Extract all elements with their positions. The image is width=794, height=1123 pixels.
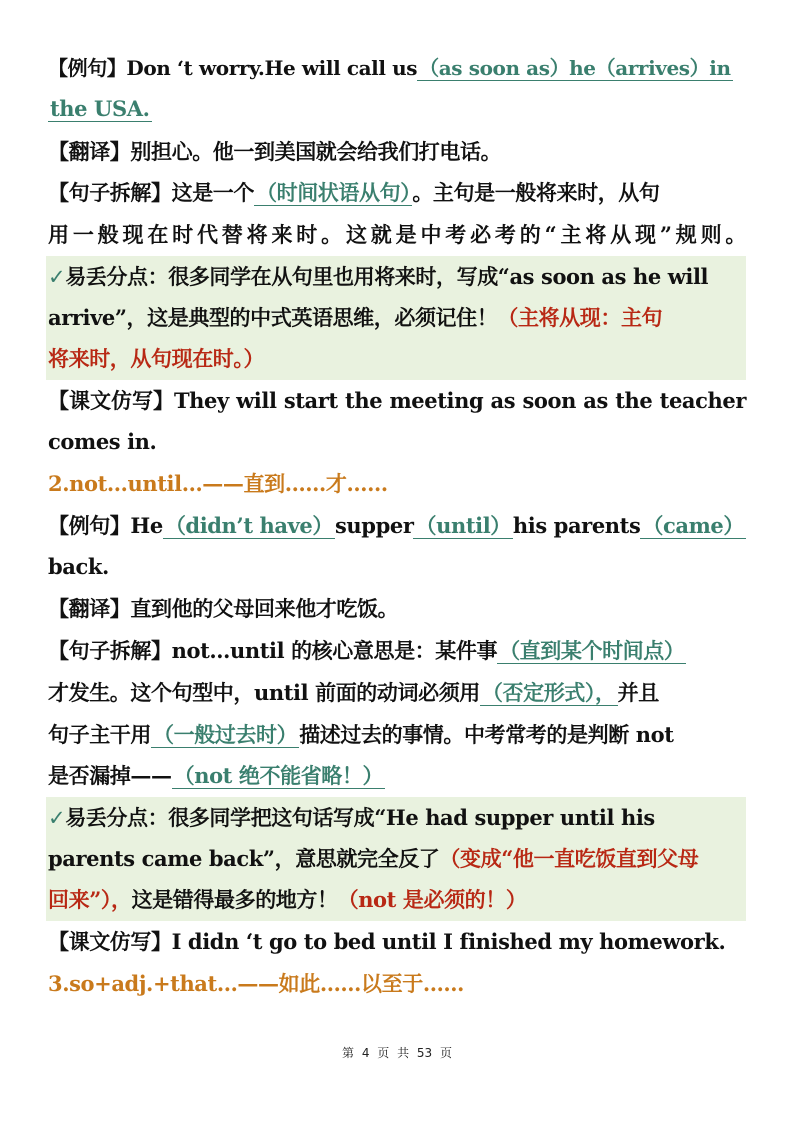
breakdown-line-1: 【句子拆解】这是一个（时间状语从句）。主句是一般将来时，从句 <box>48 180 660 205</box>
page-footer: 第 4 页 共 53 页 <box>342 1046 452 1060</box>
imitation-line-1: 【课文仿写】They will start the meeting as soon as the teacher <box>48 388 746 413</box>
answer-blank: （一般过去时） <box>153 722 298 747</box>
tip-line-2: parents came back”，意思就完全反了（变成“他一直吃饭直到父母 <box>48 846 699 871</box>
tip-line-1: ✓易丢分点：很多同学在从句里也用将来时，写成“as soon as he will <box>48 264 709 289</box>
section-heading-2: 2.not…until…——直到……才…… <box>48 471 388 496</box>
answer-blank: （until） <box>415 513 511 538</box>
answer-blank: （直到某个时间点） <box>499 638 685 663</box>
breakdown-line-2: 用一般现在时代替将来时。这就是中考必考的“主将从现”规则。 <box>48 222 746 247</box>
answer-blank: （时间状语从句） <box>256 180 411 205</box>
answer-blank: （didn’t have） <box>164 513 333 538</box>
answer-blank: （否定形式）， <box>481 680 616 705</box>
translation-line: 【翻译】别担心。他一到美国就会给我们打电话。 <box>48 139 502 164</box>
check-mark-icon: ✓ <box>48 265 66 289</box>
answer-blank: （as soon as）he（arrives）in <box>419 56 731 80</box>
check-mark-icon: ✓ <box>48 806 66 830</box>
example-sentence-line-2 <box>48 94 746 124</box>
section-heading-3: 3.so+adj.+that…——如此……以至于…… <box>48 971 465 996</box>
example-sentence-line-1: 【例句】Don ‘t worry.He will call us （as soon as）he（arrives）in <box>48 56 731 80</box>
tip-line-1: ✓易丢分点：很多同学把这句话写成“He had supper until his <box>48 805 655 830</box>
imitation-line-2: comes in. <box>48 429 157 454</box>
answer-blank: the USA. <box>50 96 150 121</box>
tip-line-3: 将来时，从句现在时。） <box>48 346 265 371</box>
example-sentence-line-2: back. <box>48 554 109 579</box>
imitation-line: 【课文仿写】I didn ‘t go to bed until I finished my homework. <box>48 929 726 954</box>
breakdown-line-1: 【句子拆解】not…until 的核心意思是：某件事（直到某个时间点） <box>48 638 685 663</box>
tip-line-3: 回来”），这是错得最多的地方！（not 是必须的！） <box>48 887 527 912</box>
answer-blank: （came） <box>642 513 744 538</box>
breakdown-line-2: 才发生。这个句型中，until 前面的动词必须用（否定形式），并且 <box>48 680 659 705</box>
breakdown-line-4: 是否漏掉——（not 绝不能省略！） <box>48 763 384 788</box>
answer-blank: （not 绝不能省略！） <box>173 763 384 788</box>
tip-line-2: arrive”，这是典型的中式英语思维，必须记住！（主将从现：主句 <box>48 305 663 330</box>
example-sentence-line-1: 【例句】He（didn’t have）supper（until）his parents（came） <box>48 513 744 538</box>
translation-line: 【翻译】直到他的父母回来他才吃饭。 <box>48 596 399 621</box>
breakdown-line-3: 句子主干用（一般过去时）描述过去的事情。中考常考的是判断 not <box>48 722 674 747</box>
